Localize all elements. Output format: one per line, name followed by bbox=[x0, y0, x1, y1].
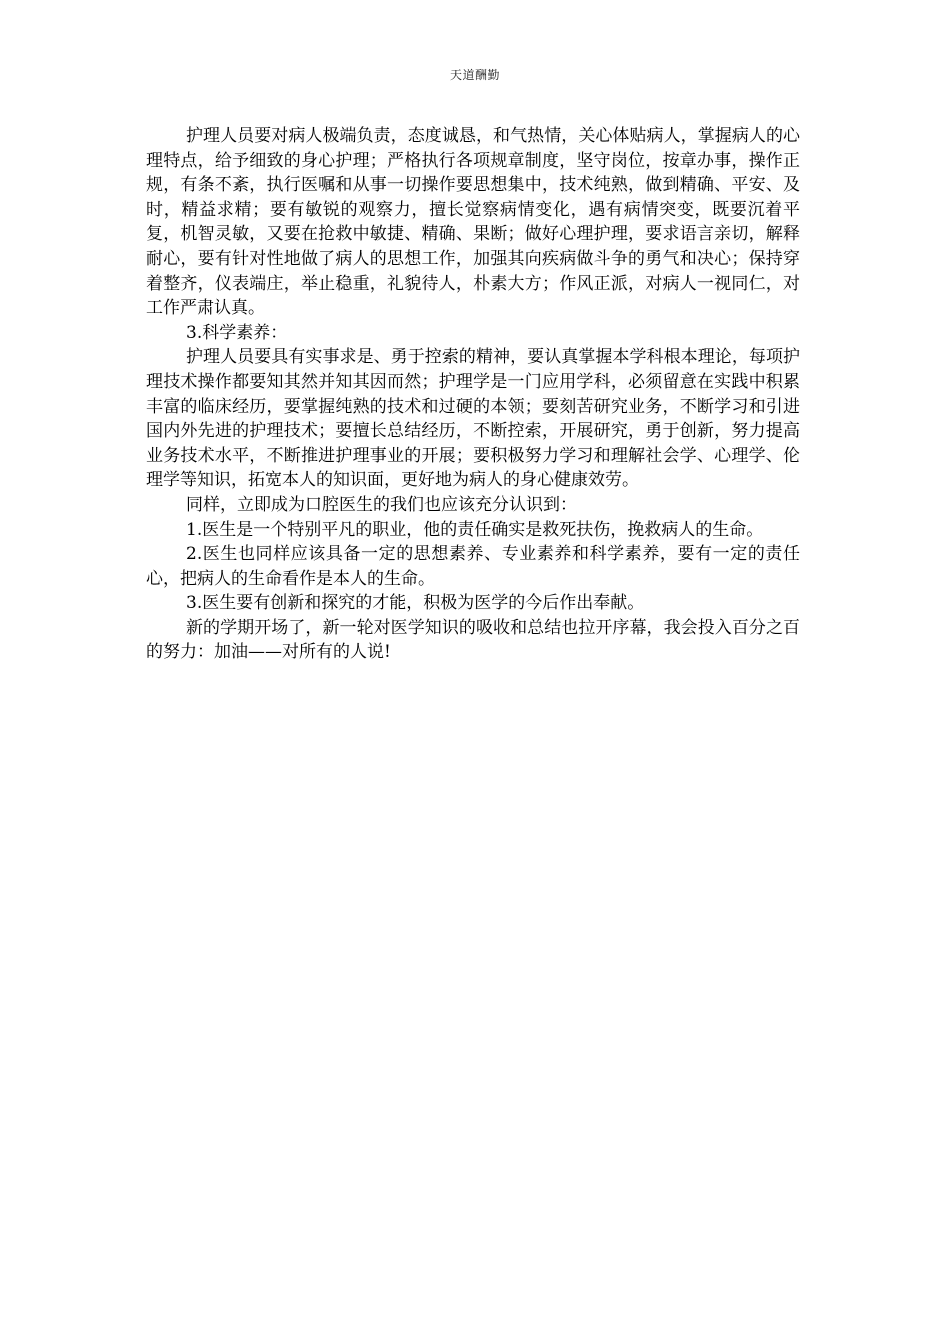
document-body bbox=[146, 124, 800, 665]
page-header: 天道酬勤 bbox=[449, 68, 500, 82]
section-heading-scientific-literacy: 3.科学素养： bbox=[186, 322, 288, 343]
list-item-point-1: 1.医生是一个特别平凡的职业，他的责任确实是救死扶伤，挽救病人的生命。 bbox=[186, 519, 764, 540]
list-item-point-3: 3.医生要有创新和探究的才能，积极为医学的今后作出奉献。 bbox=[186, 593, 645, 614]
paragraph-nursing-attitude: 护理人员要对病人极端负责，态度诚恳，和气热情，关心体贴病人，掌握病人的心理特点，给予细致的身心护理；严格执行各项规章制度，坚守岗位，按章办事，操作正规，有条不紊，执行医嘱和从事一切操作要思想集中，技术纯熟，做到精确、平安、及时，精益求精；要有敏锐的观察力，擅长觉察病情变化，遇有病情突变，既要沉着平复，机智灵敏，又要在抢救中敏捷、精确、果断；做好心理护理，要求语言亲切，解释耐心，要有针对性地做了病人的思想工作，加强其向疾病做斗争的勇气和决心；保持穿着整齐，仪表端庄，举止稳重，礼貌待人，朴素大方；作风正派，对病人一视同仁，对工作严肃认真。 bbox=[146, 126, 800, 319]
paragraph-closing: 新的学期开场了，新一轮对医学知识的吸收和总结也拉开序幕，我会投入百分之百的努力：加油——对所有的人说! bbox=[146, 617, 800, 663]
paragraph-dentist-intro: 同样，立即成为口腔医生的我们也应该充分认识到： bbox=[186, 494, 577, 515]
list-item-point-2: 2.医生也同样应该具备一定的思想素养、专业素养和科学素养，要有一定的责任心，把病人的生命看作是本人的生命。 bbox=[146, 544, 800, 589]
paragraph-scientific-literacy: 护理人员要具有实事求是、勇于控索的精神，要认真掌握本学科根本理论，每项护理技术操作都要知其然并知其因而然；护理学是一门应用学科，必须留意在实践中积累丰富的临床经历，要掌握纯熟的技术和过硬的本领；要刻苦研究业务，不断学习和引进国内外先进的护理技术；要擅长总结经历，不断控索，开展研究，勇于创新，努力提高业务技术水平，不断推进护理事业的开展；要积极努力学习和理解社会学、心理学、伦理学等知识，拓宽本人的知识面，更好地为病人的身心健康效劳。 bbox=[146, 347, 800, 491]
